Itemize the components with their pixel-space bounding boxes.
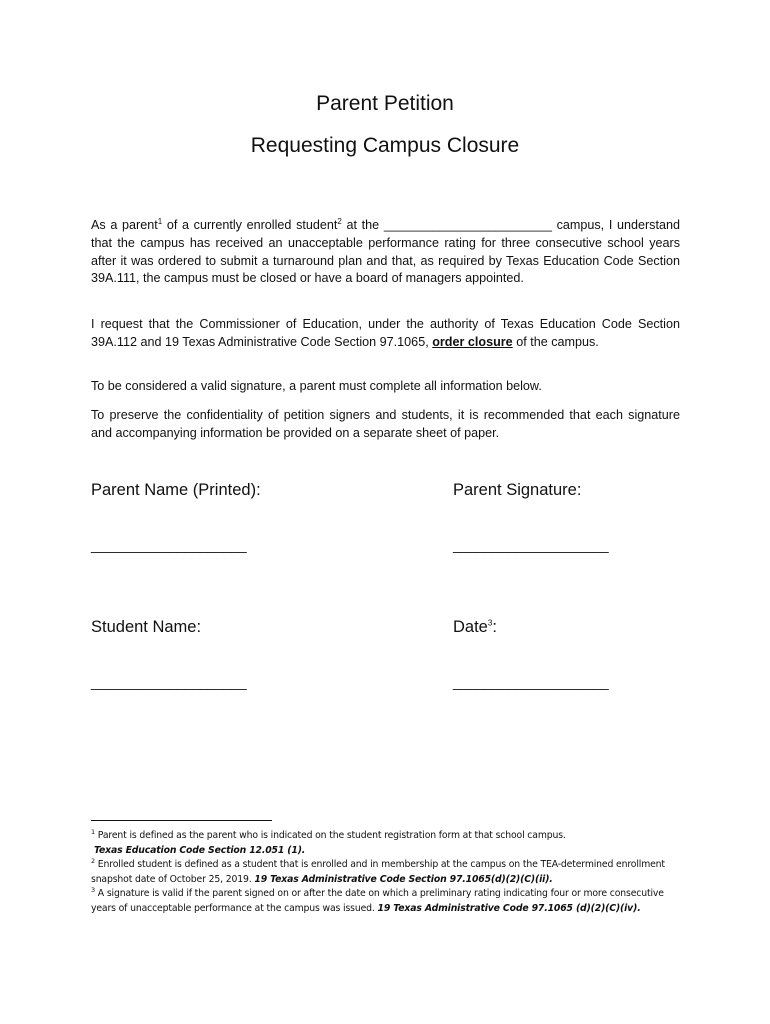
student-name-label: Student Name: — [91, 618, 202, 636]
student-name-line[interactable]: ____________________ — [91, 674, 247, 690]
date-line[interactable]: ____________________ — [453, 674, 609, 690]
order-closure-emphasis: order closure — [432, 334, 513, 349]
footnote-2-number: 2 — [91, 856, 95, 865]
footnote-3-text: A signature is valid if the parent signed on or after the date on which a preliminary rating indicating four or more consecutive years of unacceptable performance at the campus was issued. — [91, 888, 664, 914]
footnote-1-number: 1 — [91, 827, 95, 836]
parent-name-line[interactable]: ____________________ — [91, 537, 247, 553]
intro-paragraph — [91, 217, 680, 288]
valid-signature-paragraph: To be considered a valid signature, a parent must complete all information below. — [91, 379, 542, 393]
date-label — [453, 618, 497, 637]
intro-text-a: As a parent — [91, 218, 158, 232]
request-paragraph — [91, 316, 680, 352]
footnote-3-number: 3 — [91, 885, 95, 894]
page-subtitle: Requesting Campus Closure — [250, 134, 520, 157]
footnote-1-citation: Texas Education Code Section 12.051 (1). — [94, 844, 306, 856]
footnote-ref-2: 2 — [337, 216, 342, 226]
date-label-text: Date — [453, 618, 488, 636]
parent-signature-label: Parent Signature: — [453, 481, 582, 499]
footnote-3-citation: 19 Texas Administrative Code 97.1065 (d)(2)(C)(iv). — [377, 902, 641, 914]
parent-signature-line[interactable]: ____________________ — [453, 537, 609, 553]
footnote-3 — [91, 887, 691, 916]
footnote-ref-1: 1 — [157, 216, 163, 226]
footnote-2-text: Enrolled student is defined as a student that is enrolled and in membership at the campus on the TEA-determined enrollment snapshot date of October 25, 2019. — [91, 859, 665, 885]
footnote-2-citation: 19 Texas Administrative Code Section 97.1065(d)(2)(C)(ii). — [254, 873, 553, 885]
footnote-divider — [91, 820, 272, 821]
footnote-2 — [91, 858, 691, 887]
footnote-1-text: Parent is defined as the parent who is indicated on the student registration form at that school campus. — [95, 830, 566, 841]
request-text-a: I request that the Commissioner of Education, under the authority of Texas Education Code Section 39A.112 and 19 Texas Administrative Code Section 97.1065, — [91, 317, 680, 349]
page-title: Parent Petition — [316, 92, 454, 115]
request-text-b: of the campus. — [512, 334, 599, 349]
confidentiality-paragraph: To preserve the confidentiality of petition signers and students, it is recommended that each signature and accompanying information be provided on a separate sheet of paper. — [91, 408, 680, 440]
date-label-colon: : — [492, 618, 497, 636]
intro-text-b: of a currently enrolled student — [162, 218, 338, 232]
footnote-1 — [91, 829, 691, 858]
footnote-ref-3: 3 — [487, 618, 493, 628]
intro-text-c: at the ________________________ campus, I understand that the campus has received an unacceptable performance rating for three consecutive school years after it was ordered to submit a turnaround plan and that, as required by Texas Education Code Section 39A.111, the campus must be closed or have a board of managers appointed. — [91, 218, 680, 286]
parent-name-label: Parent Name (Printed): — [91, 481, 261, 499]
